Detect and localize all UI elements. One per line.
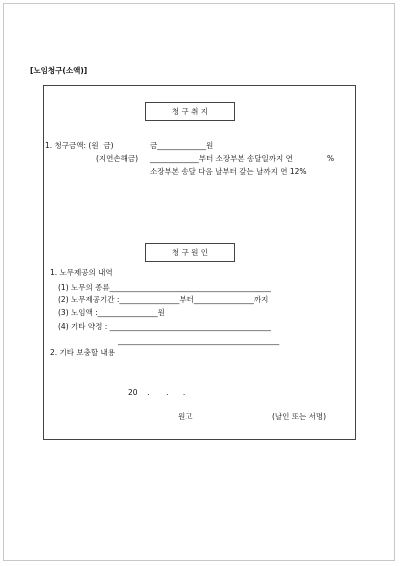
form-box <box>43 85 356 440</box>
delay-damages-after-service: 소장부본 송달 다음 날부터 갚는 날까지 연 12% <box>150 167 307 176</box>
claim-amount-label: 1. 청구금액: (원 금) <box>45 141 114 150</box>
plaintiff-label: 원고 <box>178 412 193 421</box>
delay-damages-label: (지연손해금) <box>96 154 139 163</box>
claim-amount-blank: 금_____________원 <box>150 141 214 150</box>
labor-details-heading: 1. 노무제공의 내역 <box>50 268 113 277</box>
document-heading: [노임청구(소액)] <box>30 66 88 75</box>
labor-type-line: (1) 노무의 종류___________________________________________ <box>58 283 271 292</box>
other-agreement-continuation: ___________________________________________ <box>118 336 280 345</box>
claim-purpose-title: 청 구 취 지 <box>145 102 235 121</box>
delay-damages-percent: % <box>327 154 335 163</box>
date-line: 20 . . . <box>128 388 186 397</box>
wage-amount-line: (3) 노임액 :________________원 <box>58 308 165 317</box>
supplementary-heading: 2. 기타 보충할 내용 <box>50 348 116 357</box>
claim-cause-title: 청 구 원 인 <box>145 243 235 262</box>
labor-period-line: (2) 노무제공기간 :________________부터________________까지 <box>58 295 269 304</box>
other-agreement-line: (4) 기타 약정 : ___________________________________________ <box>58 322 271 331</box>
delay-damages-period: _____________부터 소장부본 송달일까지 연 <box>150 154 293 163</box>
signature-note: (날인 또는 서명) <box>272 412 327 421</box>
